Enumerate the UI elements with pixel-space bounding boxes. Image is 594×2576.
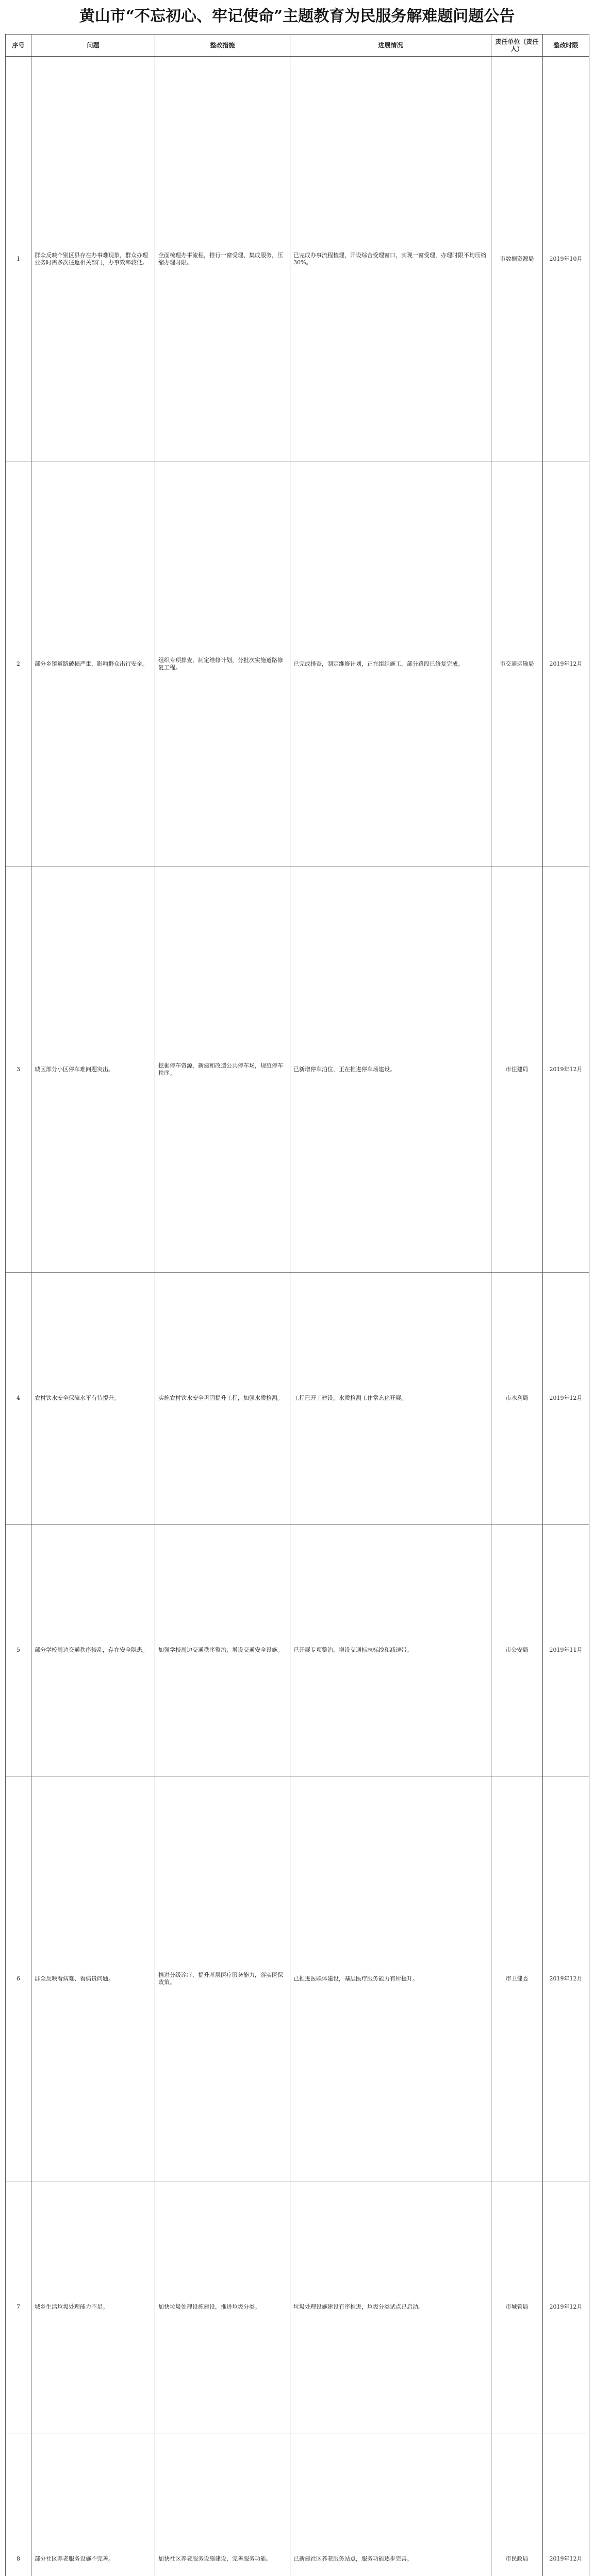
cell-progress: 工程已开工建设，水质检测工作常态化开展。	[290, 1272, 491, 1524]
cell-measure: 加快社区养老服务设施建设，完善服务功能。	[155, 2433, 290, 2576]
table-body	[6, 57, 589, 2576]
cell-progress: 已新增停车泊位，正在推进停车场建设。	[290, 867, 491, 1273]
table-row	[6, 462, 589, 867]
issues-table	[5, 34, 589, 2576]
header-dept: 责任单位（责任人）	[491, 35, 543, 57]
cell-issue: 农村饮水安全保障水平有待提升。	[31, 1272, 155, 1524]
table-row	[6, 57, 589, 462]
cell-no: 2	[6, 462, 31, 867]
cell-progress: 垃圾处理设施建设有序推进，垃圾分类试点已启动。	[290, 2181, 491, 2433]
cell-measure: 加快垃圾处理设施建设，推进垃圾分类。	[155, 2181, 290, 2433]
cell-no: 3	[6, 867, 31, 1273]
cell-measure: 全面梳理办事流程，推行一窗受理、集成服务，压缩办理时限。	[155, 57, 290, 462]
cell-dept: 市卫健委	[491, 1776, 543, 2181]
cell-measure: 挖掘停车资源，新建和改造公共停车场，规范停车秩序。	[155, 867, 290, 1273]
cell-dept: 市数据资源局	[491, 57, 543, 462]
table-row	[6, 1776, 589, 2181]
table-row	[6, 1524, 589, 1776]
cell-time: 2019年12月	[543, 2433, 589, 2576]
cell-no: 6	[6, 1776, 31, 2181]
cell-issue: 群众反映看病难、看病贵问题。	[31, 1776, 155, 2181]
cell-progress: 已新建社区养老服务站点，服务功能逐步完善。	[290, 2433, 491, 2576]
cell-dept: 市住建局	[491, 867, 543, 1273]
cell-measure: 实施农村饮水安全巩固提升工程，加强水质检测。	[155, 1272, 290, 1524]
table-row	[6, 2181, 589, 2433]
cell-progress: 已完成排查，制定维修计划，正在组织施工，部分路段已修复完成。	[290, 462, 491, 867]
header-no: 序号	[6, 35, 31, 57]
cell-time: 2019年12月	[543, 2181, 589, 2433]
header-issue: 问题	[31, 35, 155, 57]
table-row	[6, 867, 589, 1273]
header-time: 整改时限	[543, 35, 589, 57]
cell-issue: 部分学校周边交通秩序较乱，存在安全隐患。	[31, 1524, 155, 1776]
table-row	[6, 2433, 589, 2576]
cell-dept: 市交通运输局	[491, 462, 543, 867]
cell-issue: 部分乡镇道路破损严重，影响群众出行安全。	[31, 462, 155, 867]
page-title: 黄山市“不忘初心、牢记使命”主题教育为民服务解难题问题公告	[79, 7, 515, 25]
header-progress: 进展情况	[290, 35, 491, 57]
cell-no: 8	[6, 2433, 31, 2576]
cell-no: 7	[6, 2181, 31, 2433]
table-header-row	[6, 35, 589, 57]
cell-measure: 组织专项排查，制定维修计划，分批次实施道路修复工程。	[155, 462, 290, 867]
cell-no: 1	[6, 57, 31, 462]
cell-time: 2019年12月	[543, 867, 589, 1273]
cell-dept: 市公安局	[491, 1524, 543, 1776]
header-measure: 整改措施	[155, 35, 290, 57]
cell-time: 2019年12月	[543, 462, 589, 867]
cell-time: 2019年12月	[543, 1272, 589, 1524]
cell-dept: 市民政局	[491, 2433, 543, 2576]
cell-progress: 已完成办事流程梳理，开设综合受理窗口，实现一窗受理，办理时限平均压缩30%。	[290, 57, 491, 462]
cell-measure: 加强学校周边交通秩序整治，增设交通安全设施。	[155, 1524, 290, 1776]
cell-issue: 城乡生活垃圾处理能力不足。	[31, 2181, 155, 2433]
table-row	[6, 1272, 589, 1524]
cell-dept: 市水利局	[491, 1272, 543, 1524]
cell-progress: 已开展专项整治，增设交通标志标线和减速带。	[290, 1524, 491, 1776]
cell-no: 4	[6, 1272, 31, 1524]
cell-time: 2019年11月	[543, 1524, 589, 1776]
cell-no: 5	[6, 1524, 31, 1776]
cell-dept: 市城管局	[491, 2181, 543, 2433]
cell-issue: 部分社区养老服务设施不完善。	[31, 2433, 155, 2576]
cell-issue: 城区部分小区停车难问题突出。	[31, 867, 155, 1273]
cell-time: 2019年12月	[543, 1776, 589, 2181]
cell-progress: 已推进医联体建设，基层医疗服务能力有所提升。	[290, 1776, 491, 2181]
cell-measure: 推进分级诊疗，提升基层医疗服务能力，落实医保政策。	[155, 1776, 290, 2181]
cell-time: 2019年10月	[543, 57, 589, 462]
cell-issue: 群众反映个别区县存在办事难现象，群众办理业务时需多次往返相关部门，办事效率较低。	[31, 57, 155, 462]
